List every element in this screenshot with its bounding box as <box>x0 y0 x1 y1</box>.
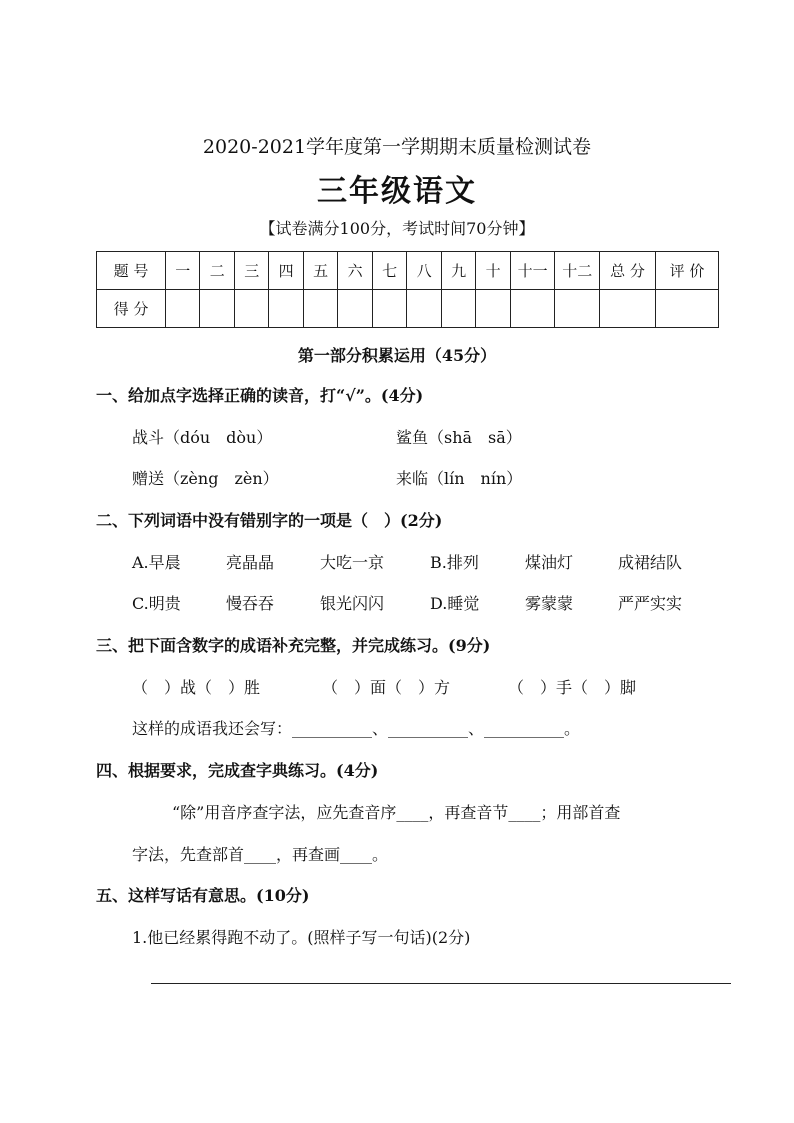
q3-idiom: （ ）手（ ）脚 <box>508 678 637 697</box>
exam-note: 【试卷满分100分，考试时间70分钟】 <box>259 219 535 238</box>
table-cell: 七 <box>372 252 406 290</box>
q2-option: 煤油灯 <box>525 553 574 572</box>
q5-item: 1.他已经累得跑不动了。(照样子写一句话)(2分) <box>132 928 471 947</box>
table-cell: 八 <box>407 252 441 290</box>
q2-option: C.明贵 <box>132 594 181 613</box>
q3-line: 这样的成语我还会写：__________、__________、__________。 <box>132 719 581 738</box>
table-cell: 十一 <box>510 252 555 290</box>
answer-line[interactable] <box>151 983 731 984</box>
score-cell[interactable] <box>407 290 441 328</box>
q2-option: 银光闪闪 <box>320 594 385 613</box>
score-cell[interactable] <box>303 290 337 328</box>
score-cell[interactable] <box>655 290 718 328</box>
table-cell: 题 号 <box>97 252 166 290</box>
table-cell: 四 <box>269 252 303 290</box>
q4-line: “除”用音序查字法，应先查音序____，再查音节____；用部首查 <box>172 803 621 822</box>
exam-title: 2020-2021学年度第一学期期末质量检测试卷 <box>202 136 592 158</box>
table-cell: 评 价 <box>655 252 718 290</box>
score-cell[interactable] <box>555 290 600 328</box>
table-cell: 得 分 <box>97 290 166 328</box>
score-cell[interactable] <box>600 290 656 328</box>
table-cell: 一 <box>165 252 199 290</box>
score-cell[interactable] <box>372 290 406 328</box>
table-cell: 总 分 <box>600 252 656 290</box>
q4-title: 四、根据要求，完成查字典练习。(4分) <box>96 761 379 780</box>
table-cell: 五 <box>303 252 337 290</box>
score-cell[interactable] <box>269 290 303 328</box>
q2-option: 雾蒙蒙 <box>525 594 574 613</box>
score-cell[interactable] <box>441 290 475 328</box>
q2-option: 亮晶晶 <box>226 553 275 572</box>
q2-option: 成裙结队 <box>618 553 683 572</box>
q1-item: 鲨鱼（shā sā） <box>396 428 522 447</box>
part1-title: 第一部分积累运用（45分） <box>297 346 497 365</box>
score-table-score-row <box>97 290 719 328</box>
score-table <box>96 251 719 328</box>
q3-title: 三、把下面含数字的成语补充完整，并完成练习。(9分) <box>96 636 491 655</box>
score-cell[interactable] <box>338 290 372 328</box>
q4-line: 字法，先查部首____，再查画____。 <box>132 845 389 864</box>
score-cell[interactable] <box>200 290 234 328</box>
q2-option: 大吃一京 <box>320 553 385 572</box>
q1-item: 赠送（zèng zèn） <box>132 469 279 488</box>
q2-option: B.排列 <box>430 553 479 572</box>
table-cell: 九 <box>441 252 475 290</box>
table-cell: 三 <box>234 252 268 290</box>
q5-title: 五、这样写话有意思。(10分) <box>96 886 310 905</box>
q3-idiom: （ ）面（ ）方 <box>322 678 451 697</box>
q2-option: D.睡觉 <box>430 594 480 613</box>
q1-item: 来临（lín nín） <box>396 469 523 488</box>
q2-title: 二、下列词语中没有错别字的一项是（ ）(2分) <box>96 511 443 530</box>
score-cell[interactable] <box>476 290 510 328</box>
score-cell[interactable] <box>510 290 555 328</box>
q1-item: 战斗（dóu dòu） <box>132 428 273 447</box>
score-cell[interactable] <box>165 290 199 328</box>
table-cell: 十 <box>476 252 510 290</box>
subject-title: 三年级语文 <box>317 174 477 209</box>
q1-title: 一、给加点字选择正确的读音，打“√”。(4分) <box>96 386 424 405</box>
q2-option: A.早晨 <box>132 553 181 572</box>
q2-option: 严严实实 <box>618 594 683 613</box>
q2-option: 慢吞吞 <box>226 594 275 613</box>
table-cell: 六 <box>338 252 372 290</box>
q3-idiom: （ ）战（ ）胜 <box>132 678 261 697</box>
table-cell: 十二 <box>555 252 600 290</box>
score-cell[interactable] <box>234 290 268 328</box>
table-cell: 二 <box>200 252 234 290</box>
score-table-header-row <box>97 252 719 290</box>
